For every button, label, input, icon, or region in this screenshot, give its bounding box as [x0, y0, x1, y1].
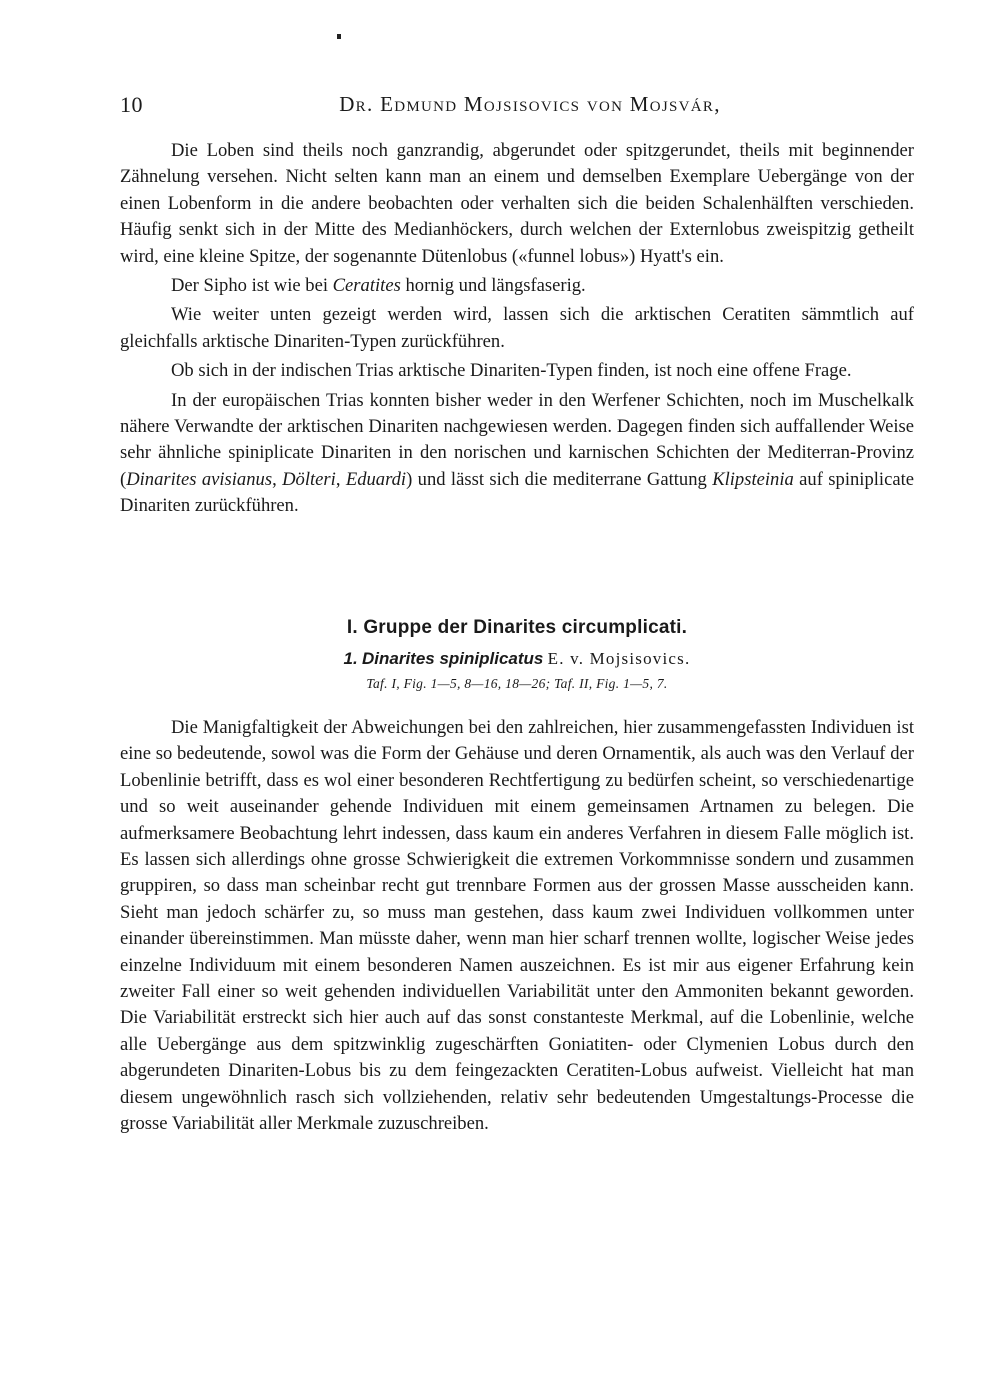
species-number: 1.	[343, 649, 358, 668]
species-title	[120, 649, 914, 669]
paragraph-indian-trias: Ob sich in der indischen Trias arktische Dinariten-Typen finden, ist noch eine offene Frage.	[171, 360, 852, 382]
text-run: hornig und längsfaserig.	[400, 275, 586, 297]
genus-name: Ceratites	[332, 275, 401, 297]
paragraph-lobes: Die Loben sind theils noch ganzrandig, abgerundet oder spitzgerundet, theils mit beginnender Zähnelung versehen. Nicht selten kann man an einem und demselben Exemplare Uebergänge von der einen Lobenform in die andere beobachten oder verhalten sich die beiden Schalenhälften verschieden. Häufig senkt sich in der Mitte des Medianhöckers, durch welchen der Externlobus zweispitzig getheilt wird, eine kleine Spitze, der sogenannte Dütenlobus («funnel lobus») Hyatt's ein.	[120, 140, 914, 267]
paragraph-sipho	[120, 273, 914, 299]
section-heading-group	[120, 617, 914, 692]
paragraph-european-trias	[120, 388, 914, 520]
print-speck	[337, 34, 341, 39]
species-name: Dinarites spiniplicatus	[361, 649, 544, 668]
species-name: Eduardi	[345, 468, 407, 490]
running-head: Dr. Edmund Mojsisovics von Mojsvár,	[339, 92, 721, 116]
text-run: In der europäischen Trias konnten bisher weder in den Werfener Schichten, noch im Muschelkalk nähere Verwandte der arktischen Dinariten nachgewiesen werden. Dagegen finden sich auffallender Weise sehr ähnliche spiniplicate Dinariten in den norischen und karnischen Schichten der Mediterran-Provinz (	[120, 389, 914, 490]
paragraph-variability: Die Manigfaltigkeit der Abweichungen bei den zahlreichen, hier zusammengefassten Individuen ist eine so bedeutende, sowol was die Form der Gehäuse und deren Ornamentik, als auch was den Verlauf der Lobenlinie betrifft, dass es wol einer besonderen Rechtfertigung zu bedürfen scheint, so verschiedenartige und so weit auseinander gehende Individuen mit einem gemeinsamen Artnamen zu belegen. Die aufmerksamere Beobachtung lehrt indessen, dass kaum ein anderes Verfahren in diesem Falle möglich ist. Es lassen sich allerdings ohne grosse Schwierigkeit die extremen Vorkommnisse sondern und zusammen gruppiren, so dass man scheinbar recht gut trennbare Formen aus der grossen Masse ausscheiden kann. Sieht man jedoch schärfer zu, so muss man gestehen, dass kaum zwei Individuen vollkommen unter einander übereinstimmen. Man müsste daher, wenn man hier scharf trennen wollte, logischer Weise jedes einzelne Individuum mit einem besonderen Namen auszeichnen. Es ist mir aus eigener Erfahrung kein zweiter Fall einer so weit gehenden individuellen Variabilität unter den Ammoniten bekannt geworden. Die Variabilität erstreckt sich hier auch auf das sonst constanteste Merkmal, auf die Lobenlinie, welche alle Uebergänge aus dem spitzwinklig zugeschärften Goniatiten- oder Clymenien Lobus durch den abgerundeten Dinariten-Lobus bis zu dem feingezackten Ceratiten-Lobus aufweist. Vielleicht hat man diesem ungewöhnlich rasch sich vollziehenden, relativ sehr bedeutenden Umgestaltungs-Processe die grosse Variabilität aller Merkmale zuzuschreiben.	[120, 717, 914, 1135]
genus-name: Klipsteinia	[712, 468, 794, 490]
species-description-block	[120, 715, 914, 1138]
species-name: Dinarites avisianus	[126, 468, 273, 490]
separator: ,	[272, 468, 283, 490]
text-run: auf spiniplicate Dinariten zurückführen.	[120, 468, 915, 517]
species-name: Dölteri	[282, 468, 336, 490]
intro-text-block	[120, 138, 914, 520]
text-run: Der Sipho ist wie bei	[171, 275, 333, 297]
plate-reference: Taf. I, Fig. 1—5, 8—16, 18—26; Taf. II, Fig. 1—5, 7.	[366, 676, 668, 691]
paragraph-arctic-ceratites: Wie weiter unten gezeigt werden wird, lassen sich die arktischen Ceratiten sämmtlich auf gleichfalls arktische Dinariten-Typen zurückführen.	[120, 304, 914, 352]
separator: ,	[335, 468, 346, 490]
section-heading: I. Gruppe der Dinarites circumplicati.	[346, 617, 688, 638]
page-number: 10	[120, 92, 143, 117]
text-run: ) und lässt sich die mediterrane Gattung	[406, 468, 713, 490]
species-author: E. v. Mojsisovics.	[547, 649, 691, 668]
